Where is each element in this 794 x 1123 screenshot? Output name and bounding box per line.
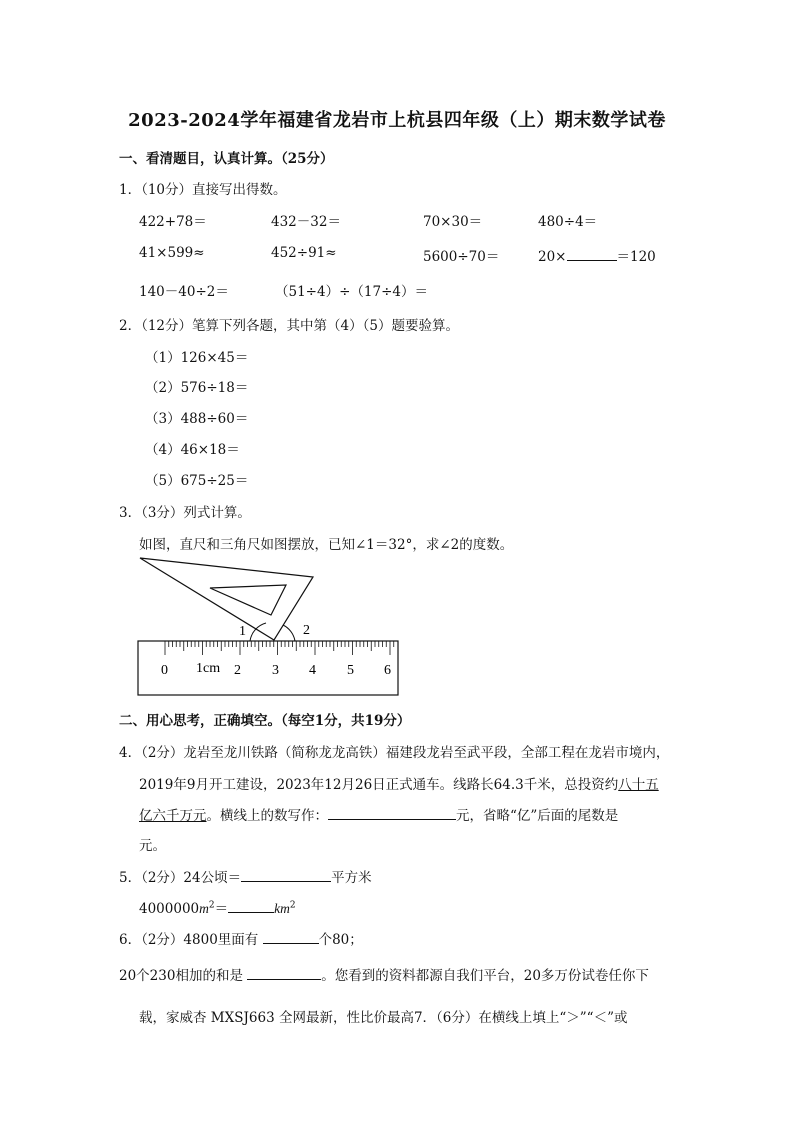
- angle-1-label: 1: [239, 624, 246, 639]
- q1-expr: 432－32＝: [271, 214, 341, 230]
- q1-expr: 70×30＝: [423, 214, 483, 230]
- q1-expr: 480÷4＝: [538, 214, 598, 230]
- answer-blank[interactable]: [263, 929, 319, 944]
- q4-underlined-number: 八十五: [618, 777, 659, 793]
- q6-line3: 载，家威杏 MXSJ663 全网最新，性比价最高7．（6分）在横线上填上“＞”“＜”或: [139, 1010, 628, 1026]
- ruler-body: [138, 641, 398, 695]
- ruler-label: 4: [309, 663, 316, 678]
- q3-stem: 3．（3分）列式计算。: [119, 505, 251, 521]
- ruler-label: 1cm: [196, 661, 221, 676]
- q1-expr-prefix: 20×: [538, 249, 567, 265]
- q6-text: 20个230相加的和是: [119, 968, 243, 984]
- unit-square-meter: m: [199, 901, 209, 916]
- q6-text: 6．（2分）4800里面有: [119, 932, 259, 948]
- q2-item: （1）126×45＝: [145, 350, 249, 366]
- q5-line2: [139, 897, 296, 917]
- section2-heading: 二、用心思考，正确填空。（每空1分，共19分）: [119, 713, 411, 729]
- q4-line4: 元。: [139, 838, 166, 854]
- q1-expr: 41×599≈: [139, 245, 205, 261]
- answer-blank[interactable]: [328, 805, 456, 820]
- page-title: 2023-2024学年福建省龙岩市上杭县四年级（上）期末数学试卷: [128, 110, 666, 131]
- answer-blank[interactable]: [567, 246, 617, 261]
- q3-description: 如图，直尺和三角尺如图摆放，已知∠1＝32°，求∠2的度数。: [139, 537, 514, 553]
- q1-expr-suffix: ＝120: [616, 249, 656, 265]
- q1-stem: 1．（10分）直接写出得数。: [119, 182, 287, 198]
- ruler-triangle-figure: [130, 553, 410, 703]
- angle-2-label: 2: [303, 623, 310, 638]
- q1-blank-expr: [538, 245, 656, 265]
- unit-square-kilometer: km: [274, 901, 290, 916]
- answer-blank[interactable]: [228, 898, 274, 913]
- q6-line2: [119, 964, 649, 984]
- q4-underlined-number: 亿六千万元: [139, 808, 207, 824]
- angle-2-arc: [283, 625, 295, 641]
- q2-item: （2）576÷18＝: [145, 380, 249, 396]
- answer-blank[interactable]: [241, 867, 331, 882]
- ruler-label: 5: [347, 663, 354, 678]
- q4-text: 。横线上的数写作：: [206, 808, 328, 824]
- q2-item: （5）675÷25＝: [145, 473, 249, 489]
- q4-text: 元，省略“亿”后面的尾数是: [456, 808, 619, 824]
- q4-line2: [139, 773, 659, 793]
- q4-line1: 4．（2分）龙岩至龙川铁路（简称龙龙高铁）福建段龙岩至武平段，全部工程在龙岩市境内，: [119, 745, 670, 761]
- q1-expr: 140－40÷2＝: [139, 284, 229, 300]
- answer-blank[interactable]: [247, 965, 321, 980]
- ruler-label: 6: [384, 663, 391, 678]
- q6-text: 。您看到的资料都源自我们平台，20多万份试卷任你下: [321, 968, 649, 984]
- ruler-label: 3: [272, 663, 279, 678]
- q1-expr: 5600÷70＝: [423, 249, 500, 265]
- q5-text: 平方米: [331, 870, 372, 886]
- ruler-label: 2: [234, 663, 241, 678]
- q1-expr: 422+78＝: [139, 214, 207, 230]
- q1-expr: 452÷91≈: [271, 245, 337, 261]
- q5-equals: ＝: [214, 901, 229, 917]
- triangle-ruler-inner: [210, 585, 286, 615]
- q2-item: （4）46×18＝: [145, 442, 240, 458]
- q2-item: （3）488÷60＝: [145, 411, 249, 427]
- q5-line1: [119, 866, 372, 886]
- angle-1-arc: [250, 623, 266, 641]
- q6-text: 个80；: [318, 932, 363, 948]
- section1-heading: 一、看清题目，认真计算。（25分）: [119, 151, 334, 167]
- q6-line1: [119, 928, 363, 948]
- q5-number: 4000000: [139, 901, 200, 917]
- unit-exponent: 2: [289, 900, 296, 911]
- q2-stem: 2．（12分）笔算下列各题，其中第（4）（5）题要验算。: [119, 318, 459, 334]
- q4-text: 2019年9月开工建设，2023年12月26日正式通车。线路长64.3千米，总投资约: [139, 777, 619, 793]
- q4-line3: [139, 804, 618, 824]
- ruler-label: 0: [161, 663, 168, 678]
- unit-exponent: 2: [208, 900, 215, 911]
- q5-text: 5．（2分）24公顷＝: [119, 870, 242, 886]
- q1-expr: （51÷4）÷（17÷4）＝: [275, 284, 428, 300]
